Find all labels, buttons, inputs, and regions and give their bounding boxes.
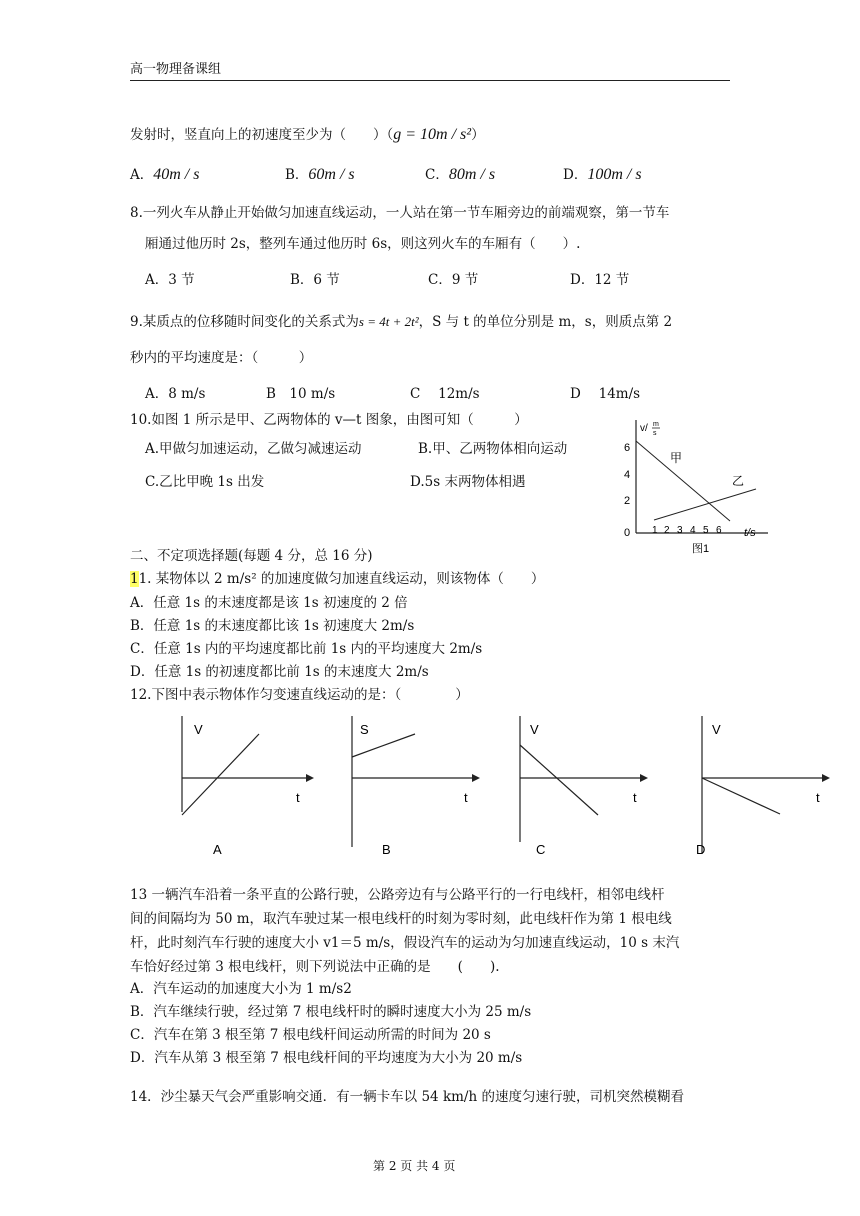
q13-line3: 杆，此时刻汽车行驶的速度大小 v1＝5 m/s，假设汽车的运动为匀加速直线运动，10 s 末汽 [130,935,680,951]
q12-graph-c-xlabel: t [633,790,637,805]
q12-stem: 12.下图中表示物体作匀变速直线运动的是：（ ） [130,687,469,703]
figure-1-vt-graph [620,415,770,560]
q9-option-c: C 12m/s [410,386,480,402]
fig1-xtick-4: 4 [690,525,696,536]
q12-graph-d [690,712,840,862]
q9-option-b: B 10 m/s [266,386,336,402]
fig1-ytick-0: 0 [624,527,631,539]
fig1-line-yi [654,489,756,520]
q13-option-d: D．汽车从第 3 根至第 7 根电线杆间的平均速度为大小为 20 m/s [130,1050,523,1066]
q8-line2: 厢通过他历时 2s，整列车通过他历时 6s，则这列火车的车厢有（ ）. [145,236,581,252]
q12-graph-d-xlabel: t [816,790,820,805]
q12-graph-c-letter: C [536,842,546,857]
q9-option-a: A．8 m/s [145,386,206,402]
q9-line1: 9.某质点的位移随时间变化的关系式为s = 4t + 2t²，S 与 t 的单位分别是 m，s，则质点第 2 [130,314,673,330]
q9-line2: 秒内的平均速度是：（ ） [130,350,313,366]
fig1-yunit-num: m [653,421,659,428]
q13-option-c: C．汽车在第 3 根至第 7 根电线杆间运动所需的时间为 20 s [130,1027,491,1043]
fig1-xlabel: t/s [744,527,756,539]
fig1-ylabel: v/ [640,423,648,434]
q7-text: 发射时，竖直向上的初速度至少为（ ）（ [130,127,394,143]
fig1-label-yi: 乙 [732,474,745,488]
q13-line2: 间的间隔均为 50 m，取汽车驶过某一根电线杆的时刻为零时刻，此电线杆作为第 1 根电线 [130,911,672,927]
page-header: 高一物理备课组 [130,62,222,77]
q7-close: ） [471,127,485,143]
q8-option-c: C．9 节 [428,272,479,288]
q11-option-c: C．任意 1s 内的平均速度都比前 1s 内的平均速度大 2m/s [130,641,483,657]
q8-option-a: A．3 节 [145,272,195,288]
q12-graph-b-line [352,734,415,757]
q12-graph-a-ylabel: V [194,722,203,737]
q13-line1: 13 一辆汽车沿着一条平直的公路行驶，公路旁边有与公路平行的一行电线杆，相邻电线杆 [130,887,665,903]
q12-graph-b-ylabel: S [360,722,369,737]
q7-option-d: D．100m / s [563,166,642,183]
header-rule [130,80,730,81]
q12-graph-b-letter: B [382,842,391,857]
q10-option-b: B.甲、乙两物体相向运动 [418,441,568,457]
q11-option-a: A．任意 1s 的末速度都是该 1s 初速度的 2 倍 [130,595,408,611]
q12-graph-a [170,712,320,862]
q7-option-c: C．80m / s [425,166,496,183]
q13-option-a: A．汽车运动的加速度大小为 1 m/s2 [130,981,352,997]
fig1-xtick-6: 6 [716,525,722,536]
q11-stem: 11. 某物体以 2 m/s² 的加速度做匀加速直线运动，则该物体（ ） [130,571,545,587]
q10-option-d: D.5s 末两物体相遇 [410,474,526,490]
fig1-line-jia [636,441,730,521]
q8-option-d: D．12 节 [570,272,630,288]
q12-graph-c [508,712,658,862]
fig1-xtick-2: 2 [664,525,670,536]
fig1-ytick-6: 6 [624,442,631,454]
fig1-caption: 图1 [692,543,710,555]
fig1-ytick-4: 4 [624,469,631,481]
q11-option-d: D．任意 1s 的初速度都比前 1s 的末速度大 2m/s [130,664,429,680]
fig1-label-jia: 甲 [670,451,683,465]
q12-graph-a-letter: A [213,842,222,857]
q12-graph-c-line [520,745,598,815]
q8-option-b: B．6 节 [290,272,340,288]
fig1-xtick-1: 1 [652,525,658,536]
q7-g-formula: g = 10m / s² [393,126,472,143]
q12-graph-b [340,712,490,862]
q11-number-highlight: 1 [130,571,139,587]
q12-graph-a-xlabel: t [296,790,300,805]
q7-option-a: A．40m / s [130,166,200,183]
q12-graph-a-line [182,734,259,815]
q10-option-c: C.乙比甲晚 1s 出发 [145,474,265,490]
q8-line1: 8.一列火车从静止开始做匀加速直线运动，一人站在第一节车厢旁边的前端观察，第一节车 [130,205,670,221]
q13-line4: 车恰好经过第 3 根电线杆，则下列说法中正确的是 ( ). [130,959,500,975]
fig1-xtick-5: 5 [703,525,709,536]
q9-option-d: D 14m/s [570,386,641,402]
page-footer: 第 2 页 共 4 页 [373,1159,456,1173]
q9-formula: s = 4t + 2t² [358,314,419,329]
q12-graph-d-line [702,778,780,814]
section2-title: 二、不定项选择题(每题 4 分，总 16 分) [130,548,373,564]
fig1-ytick-2: 2 [624,495,631,507]
q10-stem: 10.如图 1 所示是甲、乙两物体的 v—t 图象，由图可知（ ） [130,412,528,428]
q13-option-b: B．汽车继续行驶，经过第 7 根电线杆时的瞬时速度大小为 25 m/s [130,1004,532,1020]
q14-line1: 14．沙尘暴天气会严重影响交通．有一辆卡车以 54 km/h 的速度匀速行驶，司机突然模糊看 [130,1089,684,1105]
q12-graph-c-ylabel: V [530,722,539,737]
q10-option-a: A.甲做匀加速运动，乙做匀减速运动 [145,441,362,457]
fig1-yunit-den: s [653,430,657,437]
q7-option-b: B．60m / s [285,166,355,183]
q12-graph-d-ylabel: V [712,722,721,737]
q7-stem [130,125,485,144]
q11-option-b: B．任意 1s 的末速度都比该 1s 初速度大 2m/s [130,618,415,634]
q12-graph-b-xlabel: t [464,790,468,805]
q12-graph-d-letter: D [696,842,706,857]
fig1-xtick-3: 3 [677,525,683,536]
